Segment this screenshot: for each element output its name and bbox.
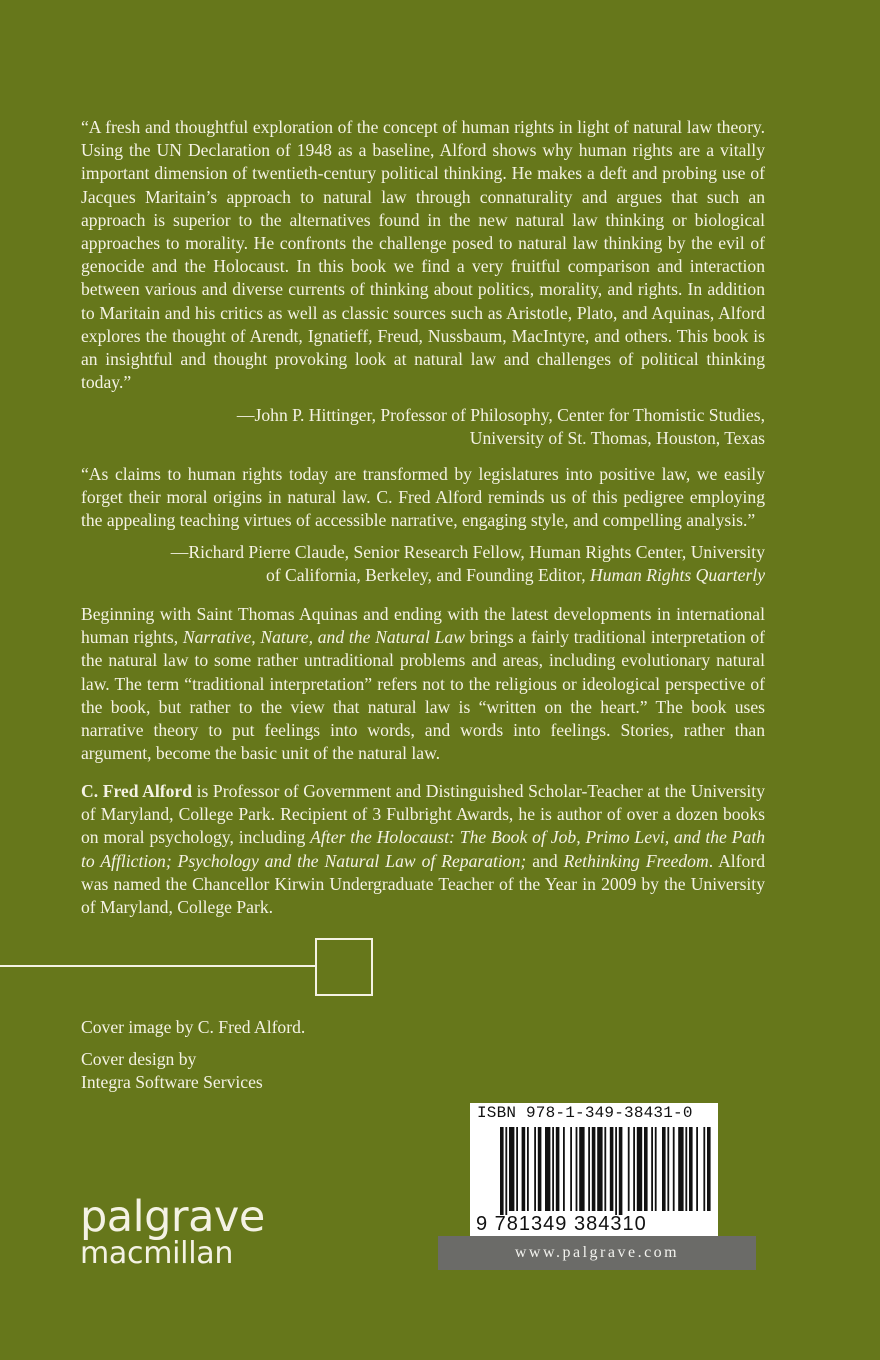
quote-claude: “As claims to human rights today are transformed by legislatures into positive law, we easily forget their moral origins in natural law. C. Fred Alford reminds us of this pedigree employing the appealing teaching virtues of accessible narrative, engaging style, and compelling analysis.” — [81, 464, 765, 531]
book-title: Narrative, Nature, and the Natural Law — [182, 627, 465, 648]
barcode-bar — [534, 1127, 536, 1211]
barcode-bar — [707, 1127, 711, 1211]
barcode-bar — [592, 1127, 596, 1211]
journal-title: Human Rights Quarterly — [590, 565, 765, 586]
barcode-bar — [619, 1127, 623, 1215]
description-part1: Beginning with Saint Thomas Aquinas and ending with the latest developments in international human rights, — [81, 604, 765, 648]
barcode-bar — [633, 1127, 635, 1211]
decorative-line — [0, 965, 316, 967]
cover-image-credit: Cover image by C. Fred Alford. — [81, 1017, 306, 1037]
barcode-bar — [545, 1127, 550, 1211]
barcode-bar — [597, 1127, 602, 1211]
barcode-bar — [538, 1127, 542, 1211]
barcode-bar — [696, 1127, 698, 1211]
barcode-bar — [662, 1127, 666, 1211]
barcode-bar — [509, 1127, 514, 1211]
author-name: C. Fred Alford — [81, 781, 192, 801]
barcode-bar — [637, 1127, 642, 1211]
barcode-bar — [570, 1127, 572, 1211]
cover-design-credit-line1: Cover design by — [81, 1049, 197, 1069]
barcode-bar — [628, 1127, 630, 1211]
attribution-hittinger-line2: University of St. Thomas, Houston, Texas — [469, 428, 765, 449]
barcode-bar — [527, 1127, 529, 1211]
author-book2: Rethinking Freedom — [563, 850, 709, 871]
barcode-bar — [673, 1127, 675, 1211]
barcode-bar — [655, 1127, 657, 1211]
barcode-bar — [576, 1127, 578, 1211]
barcode-bar — [651, 1127, 653, 1211]
quote-hittinger: “A fresh and thoughtful exploration of the concept of human rights in light of natural law theory. Using the UN Declaration of 1948 as a baseline, Alford shows why human rights are a vitally important dimension of twentieth-century political thinking. He makes a deft and probing use of Jacques Maritain’s approach to natural law through connaturality and argues that such an approach is superior to the alternatives found in the new natural law thinking or biological approaches to morality. He confronts the challenge posed to natural law thinking by the evil of genocide and the Holocaust. In this book we find a very fruitful comparison and interaction between various and diverse currents of thinking about politics, morality, and rights. In addition to Maritain and his critics as well as classic sources such as Aristotle, Plato, and Aquinas, Alford explores the thought of Arendt, Ignatieff, Freud, Nussbaum, MacIntyre, and others. This book is an insightful and thought provoking look at natural law and challenges of political thinking today.” — [81, 117, 765, 393]
isbn-barcode — [470, 1103, 718, 1236]
barcode-bar — [556, 1127, 560, 1211]
isbn-label: ISBN 978-1-349-38431-0 — [477, 1104, 693, 1122]
author-bio — [81, 780, 765, 919]
barcode-bar — [615, 1127, 617, 1215]
barcode-bar — [522, 1127, 526, 1211]
barcode-bar — [685, 1127, 687, 1211]
publisher-logo — [80, 1192, 265, 1271]
barcode-bar — [500, 1127, 504, 1215]
logo-palgrave: palgrave — [80, 1192, 265, 1242]
attribution-claude-line2 — [125, 564, 765, 587]
attribution-claude-line2-text: of California, Berkeley, and Founding Editor, — [265, 565, 591, 586]
barcode-bar — [552, 1127, 554, 1211]
barcode-bars — [470, 1125, 718, 1215]
attribution-claude — [125, 541, 765, 587]
barcode-bar — [563, 1127, 565, 1211]
barcode-bar — [644, 1127, 648, 1211]
barcode-bar — [505, 1127, 507, 1215]
attribution-hittinger-line1: —John P. Hittinger, Professor of Philosophy, Center for Thomistic Studies, — [236, 405, 765, 425]
book-description — [81, 603, 765, 765]
description-part2: brings a fairly traditional interpretation of the natural law to some rather untraditional problems and areas, including evolutionary natural law. The term “traditional interpretation” refers not to the religious or ideological perspective of the book, but rather to the view that natural law is “written on the heart.” The book uses narrative theory to put feelings into words, and words into feelings. Stories, rather than argument, become the basic unit of the natural law. — [81, 627, 766, 764]
author-book1: After the Holocaust: The Book of Job, Primo Levi, and the Path to Affliction; Psychology and the Natural Law of Reparation; — [81, 827, 765, 871]
barcode-bar — [678, 1127, 683, 1211]
barcode-bar — [579, 1127, 584, 1211]
author-bio-part2: and — [526, 850, 564, 871]
author-bio-part3: . Alford was named the Chancellor Kirwin Undergraduate Teacher of the Year in 2009 by the University of Maryland, College Park. — [81, 850, 765, 918]
barcode-bar — [703, 1127, 705, 1211]
decorative-square — [315, 938, 373, 996]
logo-macmillan: macmillan — [80, 1236, 234, 1271]
author-bio-part1: is Professor of Government and Distinguished Scholar-Teacher at the University of Maryland, College Park. Recipient of 3 Fulbright Awards, he is author of over a dozen books on moral psychology, including — [81, 781, 765, 848]
cover-design-credit-line2: Integra Software Services — [81, 1072, 263, 1092]
barcode-bar — [667, 1127, 669, 1211]
barcode-bar — [604, 1127, 606, 1211]
publisher-website[interactable]: www.palgrave.com — [438, 1236, 756, 1270]
barcode-bar — [610, 1127, 614, 1211]
attribution-hittinger — [125, 404, 765, 450]
barcode-digits: 9 781349 384310 — [476, 1213, 647, 1235]
attribution-claude-line1: —Richard Pierre Claude, Senior Research Fellow, Human Rights Center, University — [170, 542, 765, 562]
barcode-bar — [689, 1127, 693, 1211]
barcode-bar — [588, 1127, 590, 1211]
barcode-bar — [516, 1127, 518, 1211]
